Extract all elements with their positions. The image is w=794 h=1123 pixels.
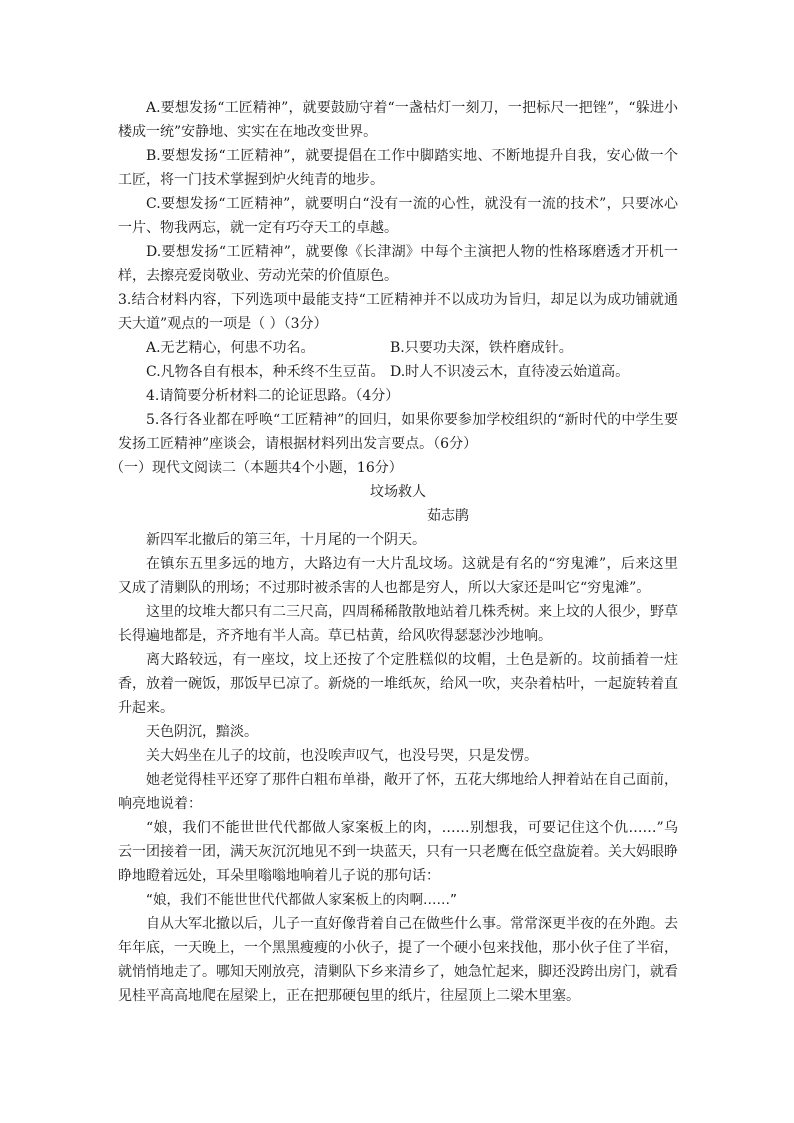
story-paragraph: 在镇东五里多远的地方，大路边有一大片乱坟场。这就是有名的“穷鬼滩”，后来这里又成了清剿队的刑场；不过那时被杀害的人也都是穷人，所以大家还是叫它“穷鬼滩”。 xyxy=(118,556,678,596)
section-heading: （一）现代文阅读二（本题共4个小题，16分） xyxy=(110,460,403,476)
story-paragraph: 天色阴沉，黯淡。 xyxy=(146,724,258,740)
q3-option-a: A.无艺精心，何患不功名。 xyxy=(146,340,315,356)
story-title: 坟场救人 xyxy=(370,484,426,500)
story-paragraph: 关大妈坐在儿子的坟前，也没唉声叹气，也没号哭，只是发愣。 xyxy=(146,748,538,764)
story-paragraph: 新四军北撤后的第三年，十月尾的一个阴天。 xyxy=(146,532,426,548)
q2-option-a: A.要想发扬“工匠精神”，就要鼓励守着“一盏枯灯一刻刀，一把标尺一把锉”，“躲进小楼成一统”安静地、实实在在地改变世界。 xyxy=(118,100,678,140)
q5: 5.各行各业都在呼唤“工匠精神”的回归，如果你要参加学校组织的“新时代的中学生要发扬工匠精神”座谈会，请根据材料列出发言要点。（6分） xyxy=(118,412,678,452)
q2-option-d: D.要想发扬“工匠精神”，就要像《长津湖》中每个主演把人物的性格琢磨透才开机一样，去擦亮爱岗敬业、劳动光荣的价值原色。 xyxy=(118,244,678,284)
q3-option-d: D.时人不识凌云木，直待凌云始道高。 xyxy=(390,364,630,380)
q4-q5 xyxy=(118,384,678,456)
story-body xyxy=(118,528,678,1008)
q3-stem: 3.结合材料内容，下列选项中最能支持“工匠精神并不以成功为旨归，却足以为成功铺就通天大道”观点的一项是（ ）（3分） xyxy=(118,292,678,332)
q2-options xyxy=(118,96,678,288)
q3-option-c: C.凡物各自有根本，种禾终不生豆苗。 xyxy=(146,364,385,380)
section-heading-block xyxy=(110,456,670,480)
q3 xyxy=(118,288,678,336)
story-paragraph-quote: “娘，我们不能世世代代都做人家案板上的肉啊……” xyxy=(146,892,457,908)
q3-options-row-1 xyxy=(146,336,676,360)
q4: 4.请简要分析材料二的论证思路。（4分） xyxy=(146,388,400,404)
story-paragraph: “娘，我们不能世世代代都做人家案板上的肉，……别想我，可要记住这个仇……”乌云一团接着一团，满天灰沉沉地见不到一块蓝天，只有一只老鹰在低空盘旋着。关大妈眼睁睁地瞪着远处，耳朵里嗡嗡地响着儿子说的那句话： xyxy=(118,820,678,884)
q3-option-b: B.只要功夫深，铁杵磨成针。 xyxy=(390,340,573,356)
story-paragraph: 离大路较远，有一座坟，坟上还按了个定胜糕似的坟帽，土色是新的。坟前插着一炷香，放着一碗饭，那饭早已凉了。新烧的一堆纸灰，给风一吹，夹杂着枯叶，一起旋转着直升起来。 xyxy=(118,652,678,716)
story-author: 茹志鹃 xyxy=(427,508,469,524)
story-paragraph: 她老觉得桂平还穿了那件白粗布单褂，敞开了怀，五花大绑地给人押着站在自己面前，响亮地说着： xyxy=(118,772,678,812)
q2-option-b: B.要想发扬“工匠精神”，就要提倡在工作中脚踏实地、不断地提升自我，安心做一个工匠，将一门技术掌握到炉火纯青的地步。 xyxy=(118,148,678,188)
story-paragraph: 自从大军北撤以后，儿子一直好像背着自己在做些什么事。常常深更半夜的在外跑。去年年底，一天晚上，一个黑黑瘦瘦的小伙子，提了一个硬小包来找他，那小伙子住了半宿，就悄悄地走了。哪知天刚放亮，清剿队下乡来清乡了，她急忙起来，脚还没跨出房门，就看见桂平高高地爬在屋梁上，正在把那硬包里的纸片，往屋顶上二梁木里塞。 xyxy=(118,916,678,1004)
q3-options-row-2 xyxy=(146,360,676,384)
story-paragraph: 这里的坟堆大都只有二三尺高，四周稀稀散散地站着几株秃树。来上坟的人很少，野草长得遍地都是，齐齐地有半人高。草已枯黄，给风吹得瑟瑟沙沙地响。 xyxy=(118,604,678,644)
q2-option-c: C.要想发扬“工匠精神”，就要明白“没有一流的心性，就没有一流的技术”，只要冰心一片、物我两忘，就一定有巧夺天工的卓越。 xyxy=(118,196,678,236)
